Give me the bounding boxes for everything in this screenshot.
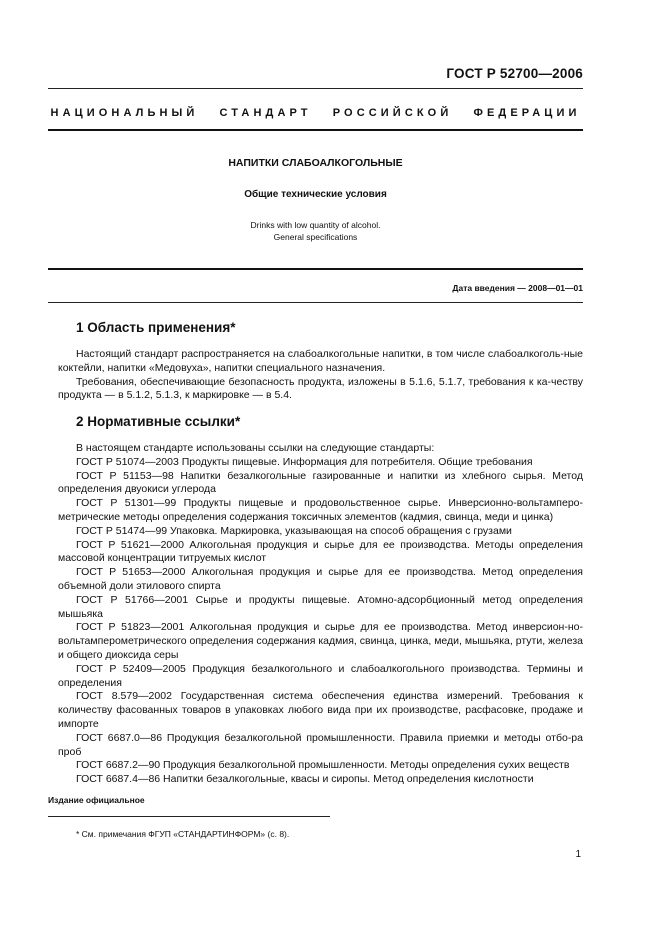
document-subtitle: Общие технические условия — [244, 189, 387, 200]
document-title: НАПИТКИ СЛАБОАЛКОГОЛЬНЫЕ — [228, 157, 403, 169]
publication-label: Издание официальное — [48, 795, 145, 805]
paragraph: В настоящем стандарте использованы ссылки на следующие стандарты: — [76, 442, 435, 454]
reference-item: ГОСТ Р 51766—2001 Сырье и продукты пищевые. Атомно-адсорбционный метод определения мышьяка — [58, 593, 583, 620]
section-2-body — [58, 442, 583, 787]
document-number: ГОСТ Р 52700—2006 — [446, 66, 583, 81]
reference-item: ГОСТ Р 51074—2003 Продукты пищевые. Информация для потребителя. Общие требования — [76, 455, 533, 468]
header-rule-top — [48, 88, 583, 89]
reference-item: ГОСТ Р 52409—2005 Продукция безалкогольного и слабоалкогольного производства. Термины и определения — [58, 662, 583, 689]
footnote-rule — [48, 816, 330, 817]
reference-item: ГОСТ Р 51823—2001 Алкогольная продукция и сырье для ее производства. Метод инверсион-но-вольтамперометрического определения содержания кадмия, свинца, цинка, меди, мышьяка, ртути, железа и общего диоксида серы — [58, 621, 583, 661]
reference-item: ГОСТ 8.579—2002 Государственная система обеспечения единства измерений. Требования к количеству фасованных товаров в упаковках любого вида при их производстве, расфасовке, продаже и импорте — [58, 690, 583, 730]
reference-item: ГОСТ Р 51301—99 Продукты пищевые и продовольственное сырье. Инверсионно-вольтамперо-метрические методы определения содержания токсичных элементов (кадмия, свинца, меди и цинка) — [58, 497, 583, 523]
header-rule-bottom — [48, 129, 583, 131]
national-standard-banner: НАЦИОНАЛЬНЫЙ СТАНДАРТ РОССИЙСКОЙ ФЕДЕРАЦИИ — [50, 107, 581, 119]
paragraph: Требования, обеспечивающие безопасность продукта, изложены в 5.1.6, 5.1.7, требования к ка-честву продукта — в 5.1.2, 5.1.3, к маркировке — в 5.4. — [58, 375, 583, 402]
reference-item: ГОСТ 6687.0—86 Продукция безалкогольной промышленности. Правила приемки и методы отбо-ра проб — [58, 731, 583, 758]
footnote: * См. примечания ФГУП «СТАНДАРТИНФОРМ» (с. 8). — [76, 829, 290, 839]
section-1-heading: 1 Область применения* — [76, 320, 236, 335]
section-2-heading: 2 Нормативные ссылки* — [76, 414, 241, 429]
reference-item: ГОСТ 6687.4—86 Напитки безалкогольные, квасы и сиропы. Метод определения кислотности — [76, 773, 534, 786]
reference-item: ГОСТ Р 51474—99 Упаковка. Маркировка, указывающая на способ обращения с грузами — [76, 524, 512, 537]
introduction-date: Дата введения — 2008—01—01 — [452, 283, 583, 293]
title-block-rule — [48, 268, 583, 270]
english-title-line-2: General specifications — [273, 232, 358, 242]
section-1-body — [58, 348, 583, 403]
paragraph: Настоящий стандарт распространяется на слабоалкогольные напитки, в том числе слабоалкоголь-ные коктейли, напитки «Медовуха», напитки специального назначения. — [58, 348, 583, 374]
reference-item: ГОСТ Р 51621—2000 Алкогольная продукция и сырье для ее производства. Методы определения массовой концентрации титруемых кислот — [58, 538, 583, 565]
page-number: 1 — [575, 849, 581, 860]
reference-item: ГОСТ 6687.2—90 Продукция безалкогольной промышленности. Методы определения сухих веществ — [76, 759, 570, 772]
reference-item: ГОСТ Р 51153—98 Напитки безалкогольные газированные и напитки из хлебного сырья. Метод определения двуокиси углерода — [58, 469, 583, 496]
date-rule — [48, 302, 583, 303]
reference-item: ГОСТ Р 51653—2000 Алкогольная продукция и сырье для ее производства. Метод определения объемной доли этилового спирта — [58, 566, 583, 592]
english-title-line-1: Drinks with low quantity of alcohol. — [250, 220, 381, 230]
